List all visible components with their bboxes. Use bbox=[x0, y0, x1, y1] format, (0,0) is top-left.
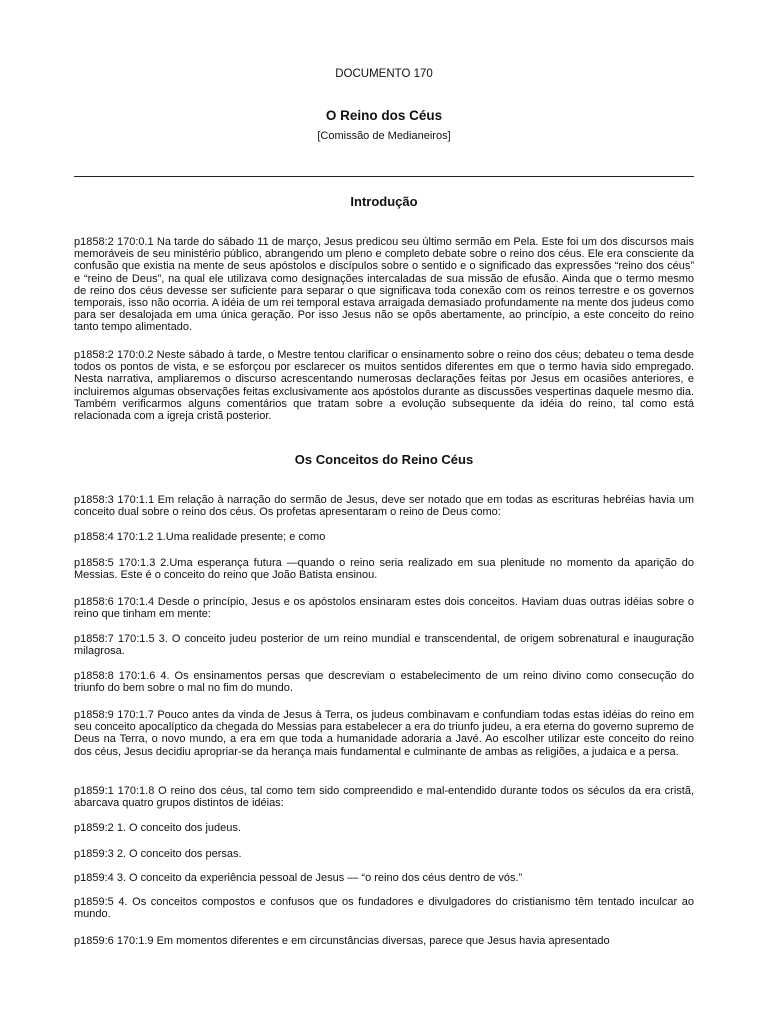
paragraph: p1858:2 170:0.1 Na tarde do sábado 11 de março, Jesus predicou seu último sermão em Pela. Este foi um dos discursos mais memoráveis de seu ministério público, abrangendo um pleno e completo debate sobre o reino dos céus. Ele era consciente da confusão que existia na mente de seus apóstolos e discípulos sobre o sentido e o significado das expressões “reino dos céus” e “reino de Deus”, na qual ele utilizava como designações intercaladas de sua missão de efusão. Ainda que o termo mesmo de reino dos céus devesse ser suficiente para separar o que significava toda conexão com os reinos terrestre e os governos temporais, isso não ocorria. A idéia de um rei temporal estava arraigada demasiado profundamente na mente dos judeus como para ser desalojada em uma única geração. Por isso Jesus não se opôs abertamente, ao princípio, a este conceito do reino tanto tempo alimentado. bbox=[74, 236, 694, 334]
section-heading-introducao: Introdução bbox=[350, 194, 418, 209]
paragraph: p1859:4 3. O conceito da experiência pessoal de Jesus — “o reino dos céus dentro de vós.” bbox=[74, 872, 523, 884]
paragraph: p1859:3 2. O conceito dos persas. bbox=[74, 848, 242, 860]
document-subtitle: [Comissão de Medianeiros] bbox=[317, 130, 451, 142]
paragraph: p1858:8 170:1.6 4. Os ensinamentos persas que descreviam o estabelecimento de um reino divino como consecução do triunfo do bem sobre o mal no fim do mundo. bbox=[74, 670, 694, 695]
paragraph: p1858:7 170:1.5 3. O conceito judeu posterior de um reino mundial e transcendental, de origem sobrenatural e inauguração milagrosa. bbox=[74, 633, 694, 658]
paragraph: p1858:2 170:0.2 Neste sábado à tarde, o Mestre tentou clarificar o ensinamento sobre o reino dos céus; debateu o tema desde todos os pontos de vista, e se esforçou por esclarecer os muitos sentidos diferentes em que o termo havia sido empregado. Nesta narrativa, ampliaremos o discurso acrescentando numerosas declarações feitas por Jesus em ocasiões anteriores, e incluiremos algumas observações feitas exclusivamente aos apóstolos durante as discussões vespertinas daquele mesmo dia. Também verificarmos alguns comentários que tratam sobre a evolução subsequente da idéia do reino, tal como está relacionada com a igreja cristã posterior. bbox=[74, 349, 694, 423]
paragraph: p1858:6 170:1.4 Desde o princípio, Jesus e os apóstolos ensinaram estes dois conceitos. Haviam duas outras idéias sobre o reino que tinham em mente: bbox=[74, 596, 694, 621]
paragraph: p1858:3 170:1.1 Em relação à narração do sermão de Jesus, deve ser notado que em todas as escrituras hebréias havia um conceito dual sobre o reino dos céus. Os profetas apresentaram o reino de Deus como: bbox=[74, 494, 694, 519]
paragraph: p1859:1 170:1.8 O reino dos céus, tal como tem sido compreendido e mal-entendido durante todos os séculos da era cristã, abarcava quatro grupos distintos de idéias: bbox=[74, 785, 694, 810]
paragraph: p1858:4 170:1.2 1.Uma realidade presente; e como bbox=[74, 531, 326, 543]
paragraph: p1858:9 170:1.7 Pouco antes da vinda de Jesus à Terra, os judeus combinavam e confundiam todas estas idéias do reino em seu conceito apocalíptico da chegada do Messias para estabelecer a era do triunfo judeu, a era eterna do governo supremo de Deus na Terra, o novo mundo, a era em que toda a humanidade adoraria a Javé. Ao escolher utilizar este conceito do reino dos céus, Jesus decidiu apropriar-se da herança mais fundamental e culminante de ambas as religiões, a judaica e a persa. bbox=[74, 709, 694, 758]
section-heading-conceitos: Os Conceitos do Reino Céus bbox=[294, 452, 474, 467]
document-number: DOCUMENTO 170 bbox=[335, 68, 433, 80]
horizontal-divider bbox=[74, 176, 694, 177]
paragraph: p1859:6 170:1.9 Em momentos diferentes e em circunstâncias diversas, parece que Jesus havia apresentado bbox=[74, 935, 610, 947]
paragraph: p1859:5 4. Os conceitos compostos e confusos que os fundadores e divulgadores do cristianismo têm tentado inculcar ao mundo. bbox=[74, 896, 694, 921]
document-title: O Reino dos Céus bbox=[325, 108, 443, 123]
paragraph: p1859:2 1. O conceito dos judeus. bbox=[74, 822, 241, 834]
paragraph: p1858:5 170:1.3 2.Uma esperança futura —quando o reino seria realizado em sua plenitude no momento da aparição do Messias. Este é o conceito do reino que João Batista ensinou. bbox=[74, 557, 694, 582]
